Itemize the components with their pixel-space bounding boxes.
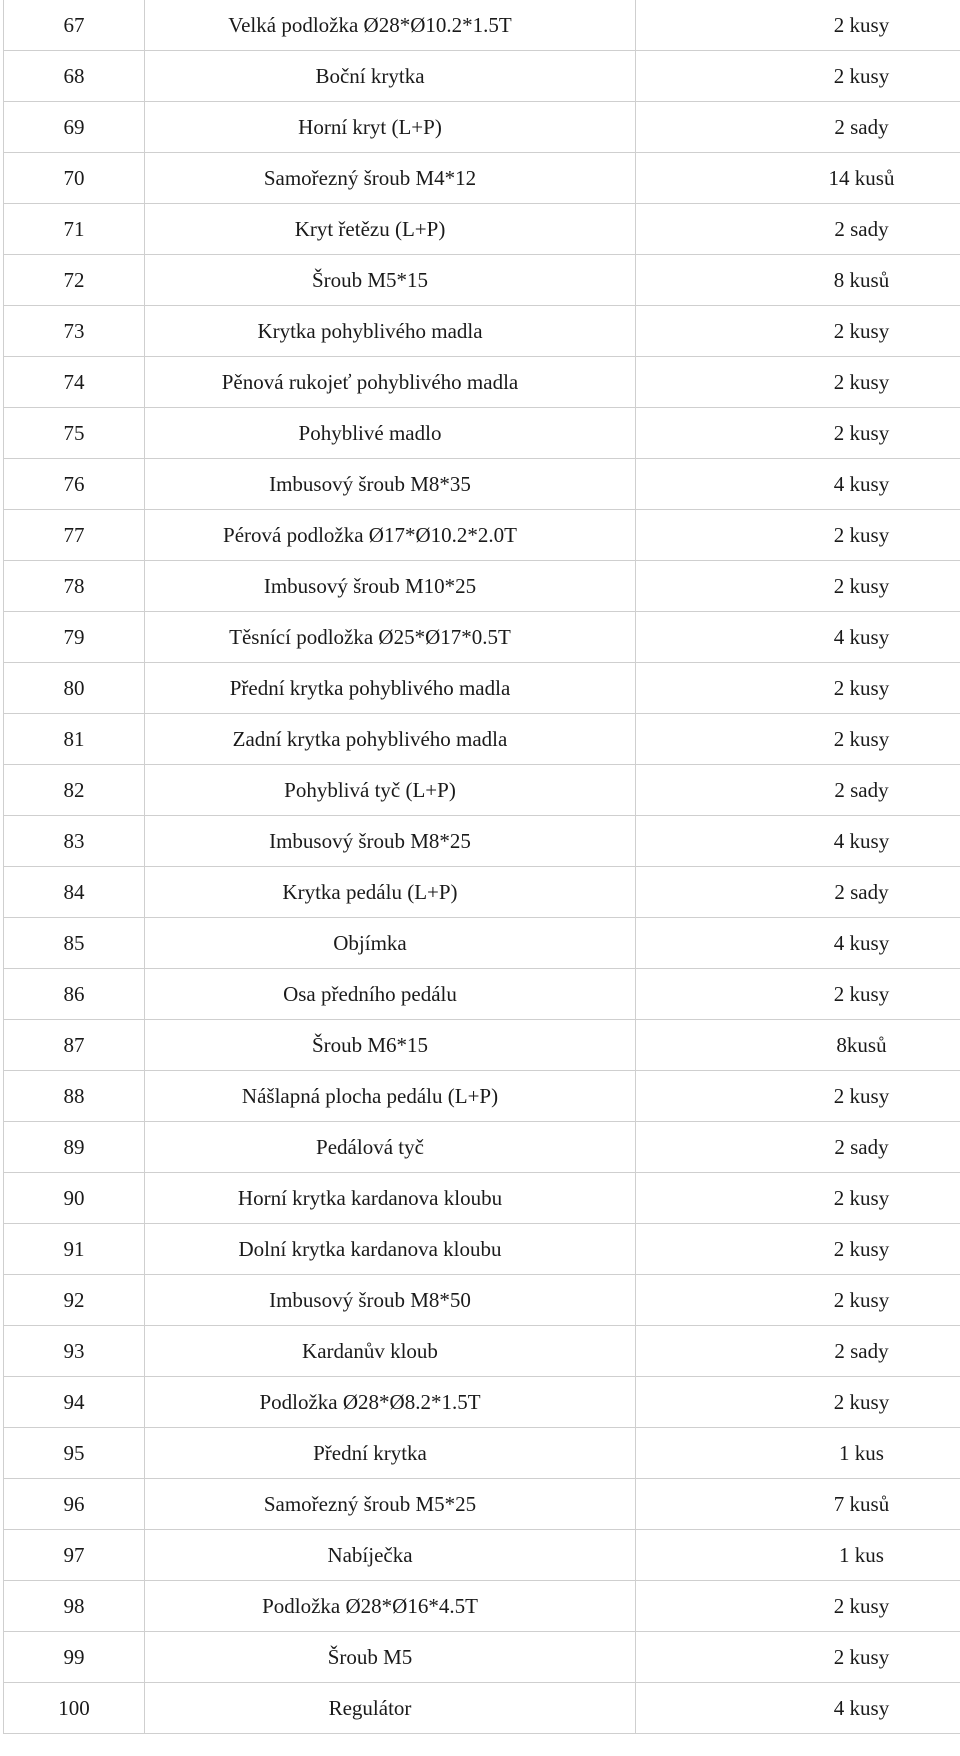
- table-row: [4, 765, 960, 816]
- part-name: Podložka Ø28*Ø8.2*1.5T: [259, 1390, 481, 1414]
- part-number: 81: [4, 714, 145, 765]
- part-quantity: 2 kusy: [636, 306, 960, 357]
- part-name: Šroub M5*15: [311, 268, 429, 292]
- part-quantity: 2 kusy: [636, 1632, 960, 1683]
- part-name-cell: [145, 969, 636, 1020]
- part-name: Boční krytka: [315, 64, 425, 88]
- part-number: 83: [4, 816, 145, 867]
- part-name: Samořezný šroub M4*12: [263, 166, 477, 190]
- part-number: 87: [4, 1020, 145, 1071]
- table-row: [4, 969, 960, 1020]
- part-number: 100: [4, 1683, 145, 1734]
- part-quantity: 2 sady: [636, 102, 960, 153]
- table-row: [4, 1479, 960, 1530]
- part-quantity: 2 kusy: [636, 561, 960, 612]
- part-name-cell: [145, 306, 636, 357]
- table-row: [4, 1071, 960, 1122]
- part-number: 84: [4, 867, 145, 918]
- part-number: 79: [4, 612, 145, 663]
- part-name: Imbusový šroub M8*50: [269, 1288, 471, 1312]
- part-name: Imbusový šroub M8*35: [269, 472, 471, 496]
- part-quantity: 14 kusů: [636, 153, 960, 204]
- part-quantity: 7 kusů: [636, 1479, 960, 1530]
- part-name: Šroub M5: [327, 1645, 413, 1669]
- part-name-cell: [145, 357, 636, 408]
- part-quantity: 2 kusy: [636, 357, 960, 408]
- part-quantity: 4 kusy: [636, 918, 960, 969]
- part-name-cell: [145, 510, 636, 561]
- part-number: 72: [4, 255, 145, 306]
- part-quantity: 2 sady: [636, 867, 960, 918]
- part-number: 92: [4, 1275, 145, 1326]
- part-number: 73: [4, 306, 145, 357]
- part-quantity: 2 kusy: [636, 969, 960, 1020]
- part-name: Osa předního pedálu: [283, 982, 457, 1006]
- part-name-cell: [145, 0, 636, 51]
- part-quantity: 2 kusy: [636, 1377, 960, 1428]
- part-name: Pérová podložka Ø17*Ø10.2*2.0T: [223, 523, 517, 547]
- part-quantity: 2 sady: [636, 1122, 960, 1173]
- part-name-cell: [145, 918, 636, 969]
- part-number: 76: [4, 459, 145, 510]
- part-name: Krytka pohyblivého madla: [257, 319, 483, 343]
- part-number: 90: [4, 1173, 145, 1224]
- part-quantity: 4 kusy: [636, 612, 960, 663]
- part-name-cell: [145, 663, 636, 714]
- part-quantity: 2 kusy: [636, 0, 960, 51]
- part-name-cell: [145, 765, 636, 816]
- part-name-cell: [145, 1428, 636, 1479]
- part-quantity: 2 kusy: [636, 714, 960, 765]
- table-row: [4, 1683, 960, 1734]
- part-name-cell: [145, 561, 636, 612]
- part-name: Imbusový šroub M8*25: [269, 829, 471, 853]
- part-quantity: 2 kusy: [636, 1581, 960, 1632]
- part-name: Imbusový šroub M10*25: [263, 574, 477, 598]
- part-quantity: 2 kusy: [636, 1071, 960, 1122]
- part-name: Pohyblivá tyč (L+P): [284, 778, 456, 802]
- table-row: [4, 612, 960, 663]
- table-row: [4, 153, 960, 204]
- part-name-cell: [145, 867, 636, 918]
- table-row: [4, 1122, 960, 1173]
- part-name-cell: [145, 1530, 636, 1581]
- part-quantity: 2 kusy: [636, 1224, 960, 1275]
- part-name-cell: [145, 1020, 636, 1071]
- table-row: [4, 816, 960, 867]
- part-name: Kardanův kloub: [302, 1339, 438, 1363]
- part-name: Kryt řetězu (L+P): [294, 217, 446, 241]
- table-row: [4, 1377, 960, 1428]
- part-quantity: 8 kusů: [636, 255, 960, 306]
- part-number: 88: [4, 1071, 145, 1122]
- part-name-cell: [145, 816, 636, 867]
- part-number: 69: [4, 102, 145, 153]
- part-name: Samořezný šroub M5*25: [263, 1492, 477, 1516]
- part-quantity: 2 kusy: [636, 663, 960, 714]
- table-row: [4, 51, 960, 102]
- part-number: 91: [4, 1224, 145, 1275]
- part-name: Horní kryt (L+P): [298, 115, 442, 139]
- part-name-cell: [145, 255, 636, 306]
- part-number: 67: [4, 0, 145, 51]
- part-number: 74: [4, 357, 145, 408]
- table-row: [4, 918, 960, 969]
- part-name: Objímka: [333, 931, 407, 955]
- part-name-cell: [145, 612, 636, 663]
- part-number: 94: [4, 1377, 145, 1428]
- part-number: 98: [4, 1581, 145, 1632]
- part-name-cell: [145, 1173, 636, 1224]
- table-row: [4, 255, 960, 306]
- part-quantity: 4 kusy: [636, 816, 960, 867]
- part-number: 99: [4, 1632, 145, 1683]
- table-row: [4, 306, 960, 357]
- part-number: 89: [4, 1122, 145, 1173]
- part-name-cell: [145, 1224, 636, 1275]
- table-row: [4, 1530, 960, 1581]
- part-number: 97: [4, 1530, 145, 1581]
- part-name-cell: [145, 1683, 636, 1734]
- part-number: 82: [4, 765, 145, 816]
- part-number: 96: [4, 1479, 145, 1530]
- table-row: [4, 663, 960, 714]
- part-quantity: 2 sady: [636, 1326, 960, 1377]
- part-number: 95: [4, 1428, 145, 1479]
- table-row: [4, 867, 960, 918]
- part-name-cell: [145, 1581, 636, 1632]
- part-number: 70: [4, 153, 145, 204]
- part-name: Šroub M6*15: [311, 1033, 429, 1057]
- part-name-cell: [145, 1071, 636, 1122]
- part-quantity: 2 kusy: [636, 408, 960, 459]
- part-quantity: 2 kusy: [636, 1173, 960, 1224]
- part-name: Krytka pedálu (L+P): [282, 880, 458, 904]
- part-name: Podložka Ø28*Ø16*4.5T: [262, 1594, 478, 1618]
- part-quantity: 2 kusy: [636, 510, 960, 561]
- part-quantity: 2 kusy: [636, 1275, 960, 1326]
- part-name-cell: [145, 714, 636, 765]
- table-row: [4, 561, 960, 612]
- part-number: 86: [4, 969, 145, 1020]
- part-quantity: 2 sady: [636, 204, 960, 255]
- part-name: Nášlapná plocha pedálu (L+P): [241, 1084, 499, 1108]
- table-row: [4, 408, 960, 459]
- part-name-cell: [145, 1326, 636, 1377]
- part-name: Přední krytka pohyblivého madla: [229, 676, 511, 700]
- part-quantity: 1 kus: [636, 1428, 960, 1479]
- part-name: Pedálová tyč: [316, 1135, 424, 1159]
- part-number: 78: [4, 561, 145, 612]
- part-number: 75: [4, 408, 145, 459]
- part-name: Nabíječka: [327, 1543, 413, 1567]
- part-quantity: 1 kus: [636, 1530, 960, 1581]
- part-name: Regulátor: [328, 1696, 412, 1720]
- part-quantity: 2 kusy: [636, 51, 960, 102]
- table-row: [4, 102, 960, 153]
- part-name: Zadní krytka pohyblivého madla: [232, 727, 508, 751]
- part-number: 77: [4, 510, 145, 561]
- table-row: [4, 1275, 960, 1326]
- part-name: Těsnící podložka Ø25*Ø17*0.5T: [229, 625, 511, 649]
- part-name: Velká podložka Ø28*Ø10.2*1.5T: [228, 13, 512, 37]
- part-name-cell: [145, 102, 636, 153]
- table-row: [4, 1224, 960, 1275]
- part-quantity: 4 kusy: [636, 459, 960, 510]
- part-name-cell: [145, 51, 636, 102]
- part-name-cell: [145, 1377, 636, 1428]
- table-row: [4, 510, 960, 561]
- part-name-cell: [145, 153, 636, 204]
- parts-list-body: [4, 0, 960, 1734]
- part-number: 93: [4, 1326, 145, 1377]
- table-row: [4, 1326, 960, 1377]
- part-quantity: 2 sady: [636, 765, 960, 816]
- part-name: Dolní krytka kardanova kloubu: [238, 1237, 502, 1261]
- part-number: 68: [4, 51, 145, 102]
- parts-list-table: [3, 0, 960, 1734]
- part-name: Horní krytka kardanova kloubu: [237, 1186, 503, 1210]
- part-name-cell: [145, 1122, 636, 1173]
- part-name-cell: [145, 459, 636, 510]
- table-row: [4, 1632, 960, 1683]
- part-number: 85: [4, 918, 145, 969]
- table-row: [4, 204, 960, 255]
- part-quantity: 8kusů: [636, 1020, 960, 1071]
- part-name-cell: [145, 408, 636, 459]
- part-name: Pěnová rukojeť pohyblivého madla: [221, 370, 519, 394]
- part-name-cell: [145, 1632, 636, 1683]
- part-number: 80: [4, 663, 145, 714]
- part-name-cell: [145, 1275, 636, 1326]
- table-row: [4, 1581, 960, 1632]
- part-name-cell: [145, 1479, 636, 1530]
- table-row: [4, 1428, 960, 1479]
- table-row: [4, 0, 960, 51]
- table-row: [4, 714, 960, 765]
- part-number: 71: [4, 204, 145, 255]
- part-name: Přední krytka: [313, 1441, 427, 1465]
- table-row: [4, 1020, 960, 1071]
- table-row: [4, 357, 960, 408]
- part-name-cell: [145, 204, 636, 255]
- part-quantity: 4 kusy: [636, 1683, 960, 1734]
- part-name: Pohyblivé madlo: [298, 421, 442, 445]
- table-row: [4, 1173, 960, 1224]
- table-row: [4, 459, 960, 510]
